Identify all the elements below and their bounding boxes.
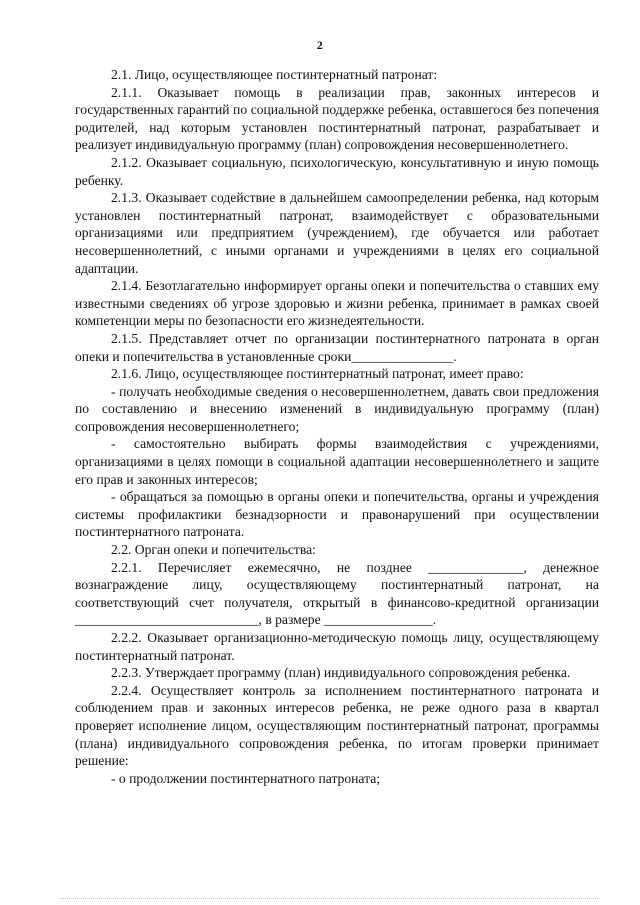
document-body	[75, 66, 599, 787]
list-item-decision-continue: - о продолжении постинтернатного патроната;	[111, 770, 381, 786]
page-bottom-rule	[60, 898, 600, 899]
paragraph-2-1-3: 2.1.3. Оказывает содействие в дальнейшем самоопределении ребенка, над которым установлен постинтернатный патронат, взаимодействует с образовательными организациями или предприятием (учреждением), где обучается или работает несовершеннолетний, с иными органами и учреждениями в целях его социальной адаптации.	[75, 190, 599, 276]
list-item-right-forms: - самостоятельно выбирать формы взаимодействия с учреждениями, организациями в целях помощи в социальной адаптации несовершеннолетнего и защите его прав и законных интересов;	[75, 436, 599, 487]
paragraph-2-2-2: 2.2.2. Оказывает организационно-методическую помощь лицу, осуществляющему постинтернатный патронат.	[75, 630, 599, 663]
paragraph-2-1-5: 2.1.5. Представляет отчет по организации постинтернатного патроната в орган опеки и попечительства в установленные сроки_______________.	[75, 330, 599, 364]
paragraph-2-1-6: 2.1.6. Лицо, осуществляющее постинтернатный патронат, имеет право:	[111, 366, 524, 382]
list-item-right-help: - обращаться за помощью в органы опеки и попечительства, органы и учреждения системы профилактики безнадзорности и правонарушений при осуществлении постинтернатного патроната.	[75, 489, 599, 540]
paragraph-2-2-4: 2.2.4. Осуществляет контроль за исполнением постинтернатного патроната и соблюдением прав и законных интересов ребенка, не реже одного раза в квартал проверяет исполнение лицом, осуществляющим постинтернатный патронат, программы (плана) индивидуального сопровождения ребенка, по итогам проверки принимает решение:	[75, 682, 599, 769]
paragraph-2-2-3: 2.2.3. Утверждает программу (план) индивидуального сопровождения ребенка.	[111, 665, 571, 681]
paragraph-2-2: 2.2. Орган опеки и попечительства:	[111, 542, 316, 558]
page-number: 2	[316, 38, 324, 52]
list-item-right-info: - получать необходимые сведения о несовершеннолетнем, давать свои предложения по составлению и внесению изменений в индивидуальную программу (план) сопровождения несовершеннолетнего;	[75, 383, 599, 434]
paragraph-2-1-1: 2.1.1. Оказывает помощь в реализации прав, законных интересов и государственных гарантий по социальной поддержке ребенка, оставшегося без попечения родителей, над которым установлен постинтернатный патронат, разрабатывает и реализует индивидуальную программу (план) сопровождения несовершеннолетнего.	[75, 84, 599, 153]
paragraph-2-1: 2.1. Лицо, осуществляющее постинтернатный патронат:	[111, 67, 438, 82]
paragraph-2-2-1: 2.2.1. Перечисляет ежемесячно, не позднее ______________, денежное вознаграждение лицу, осуществляющему постинтернатный патронат, на соответствующий счет получателя, открытый в финансово-кредитной организации ___________________________, в размере ________________.	[75, 559, 599, 628]
paragraph-2-1-4: 2.1.4. Безотлагательно информирует органы опеки и попечительства о ставших ему известными сведениях об угрозе здоровью и жизни ребенка, принимает в рамках своей компетенции меры по безопасности его жизнедеятельности.	[75, 278, 599, 329]
paragraph-2-1-2: 2.1.2. Оказывает социальную, психологическую, консультативную и иную помощь ребенку.	[75, 154, 599, 188]
